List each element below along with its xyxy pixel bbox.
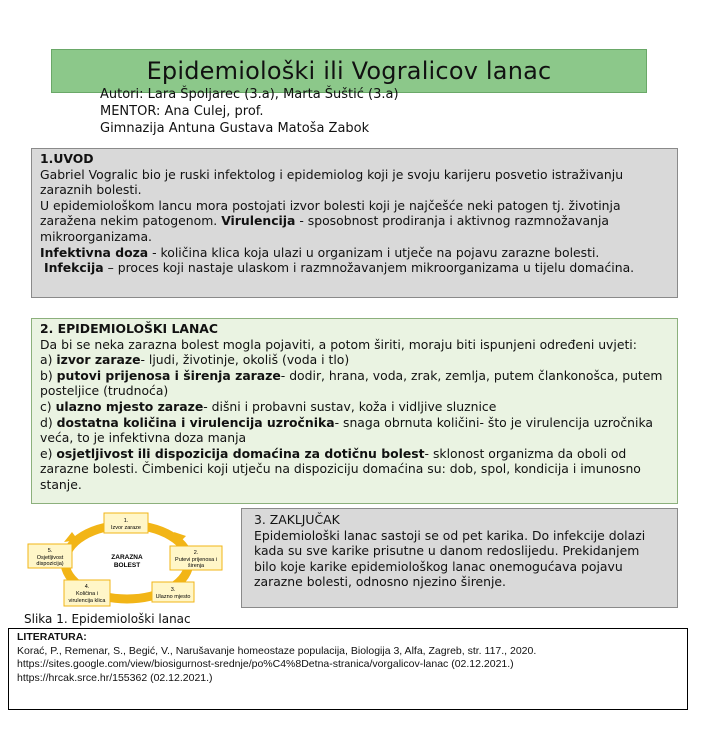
epidemiological-chain-diagram [24,510,234,610]
literature-ref: https://sites.google.com/view/biosigurnost-srednje/po%C4%8Detna-stranica/vorgalicov-lanac (02.12.2021.) [17,658,514,670]
literature-heading: LITERATURA: [17,631,87,643]
svg-text:4.: 4. [84,584,90,590]
figure-caption: Slika 1. Epidemiološki lanac [24,612,191,626]
svg-text:Ulazno mjesto: Ulazno mjesto [155,594,191,600]
intro-paragraph: Infekcija – proces koji nastaje ulaskom i razmnožavanjem mikroorganizama u tijelu domaćina. [43,260,635,276]
conclusion-heading: 3. ZAKLJUČAK [254,512,340,527]
authors-line: Autori: Lara Špoljarec (3.a), Marta Šuštić (3.a) [100,87,399,102]
svg-text:Osjetljivost: Osjetljivost [36,555,64,561]
school-line: Gimnazija Antuna Gustava Matoša Zabok [100,121,370,136]
term-virulencija: Virulencija [221,213,296,229]
svg-text:5.: 5. [47,548,53,554]
literature-ref: Korać, P., Remenar, S., Begić, V., Narušavanje homeostaze populacija, Biologija 3, Alfa, Zagreb, str. 117., 2020. [17,644,537,657]
svg-text:širenja: širenja [187,563,205,569]
page-title: Epidemiološki ili Vogralicov lanac [146,57,552,85]
svg-text:dispozicija): dispozicija) [36,561,64,567]
conclusion-section [241,508,678,608]
chain-item-b: b) putovi prijenosa i širenja zaraze- dodir, hrana, voda, zrak, zemlja, putem člankonošca, putem posteljice (trudnoća) [40,367,663,399]
term-infektivna-doza: Infektivna doza [40,244,149,260]
intro-heading: 1.UVOD [40,151,94,166]
authors-block [100,86,399,137]
center-label: ZARAZNA [111,554,143,561]
svg-text:Izvor zaraze: Izvor zaraze [111,525,141,531]
svg-text:1.: 1. [123,518,129,524]
chain-item-c: c) ulazno mjesto zaraze- dišni i probavni sustav, koža i vidljive sluznice [40,398,497,414]
chain-heading: 2. EPIDEMIOLOŠKI LANAC [40,321,218,336]
svg-text:3.: 3. [170,587,176,593]
svg-text:virulencija klica: virulencija klica [68,598,106,604]
chain-item-d: d) dostatna količina i virulencija uzročnika- snaga obrnuta količini- što je virulencija uzročnika veća, to je infektivna doza manja [40,414,653,446]
literature-box [8,628,688,710]
intro-section [31,148,678,298]
center-label: BOLEST [113,562,141,569]
term-infekcija: Infekcija [43,260,104,276]
mentor-line: MENTOR: Ana Culej, prof. [100,104,264,119]
svg-text:Putevi prijenosa i: Putevi prijenosa i [175,557,217,563]
conclusion-text: Epidemiološki lanac sastoji se od pet karika. Do infekcije dolazi kada su sve karike prisutne u danom redoslijedu. Prekidanjem bilo koje karike epidemiološkog lanac onemogućava pojavu zarazne bolesti, odnosno njezino širenje. [254,527,646,590]
intro-paragraph: Gabriel Vogralic bio je ruski infektolog i epidemiolog koji je svoju karijeru posvetio istraživanju zaraznih bolesti. [40,166,624,198]
svg-text:2.: 2. [193,550,199,556]
intro-paragraph: Infektivna doza - količina klica koja ulazi u organizam i utječe na pojavu zarazne bolesti. [40,244,600,260]
chain-section [31,318,678,504]
chain-item-e: e) osjetljivost ili dispozicija domaćina za dotičnu bolest- sklonost organizma da oboli od zarazne bolesti. Čimbenici koji utječu na dispoziciju domaćina su: dob, spol, kondicija i imunosno stanje. [40,445,641,492]
intro-paragraph: U epidemiološkom lancu mora postojati izvor bolesti koji je najčešće neki patogen tj. životinja zaražena nekim patogenom. Virulencija - sposobnost prodiranja i aktivnog razmnožavanja mikroorganizama. [40,197,621,244]
chain-item-a: a) izvor zaraze- ljudi, životinje, okoliš (voda i tlo) [40,352,350,368]
chain-intro: Da bi se neka zarazna bolest mogla pojaviti, a potom širiti, moraju biti ispunjeni određeni uvjeti: [40,336,637,352]
literature-ref: https://hrcak.srce.hr/155362 (02.12.2021.) [17,671,213,684]
svg-text:Količina i: Količina i [75,591,99,597]
